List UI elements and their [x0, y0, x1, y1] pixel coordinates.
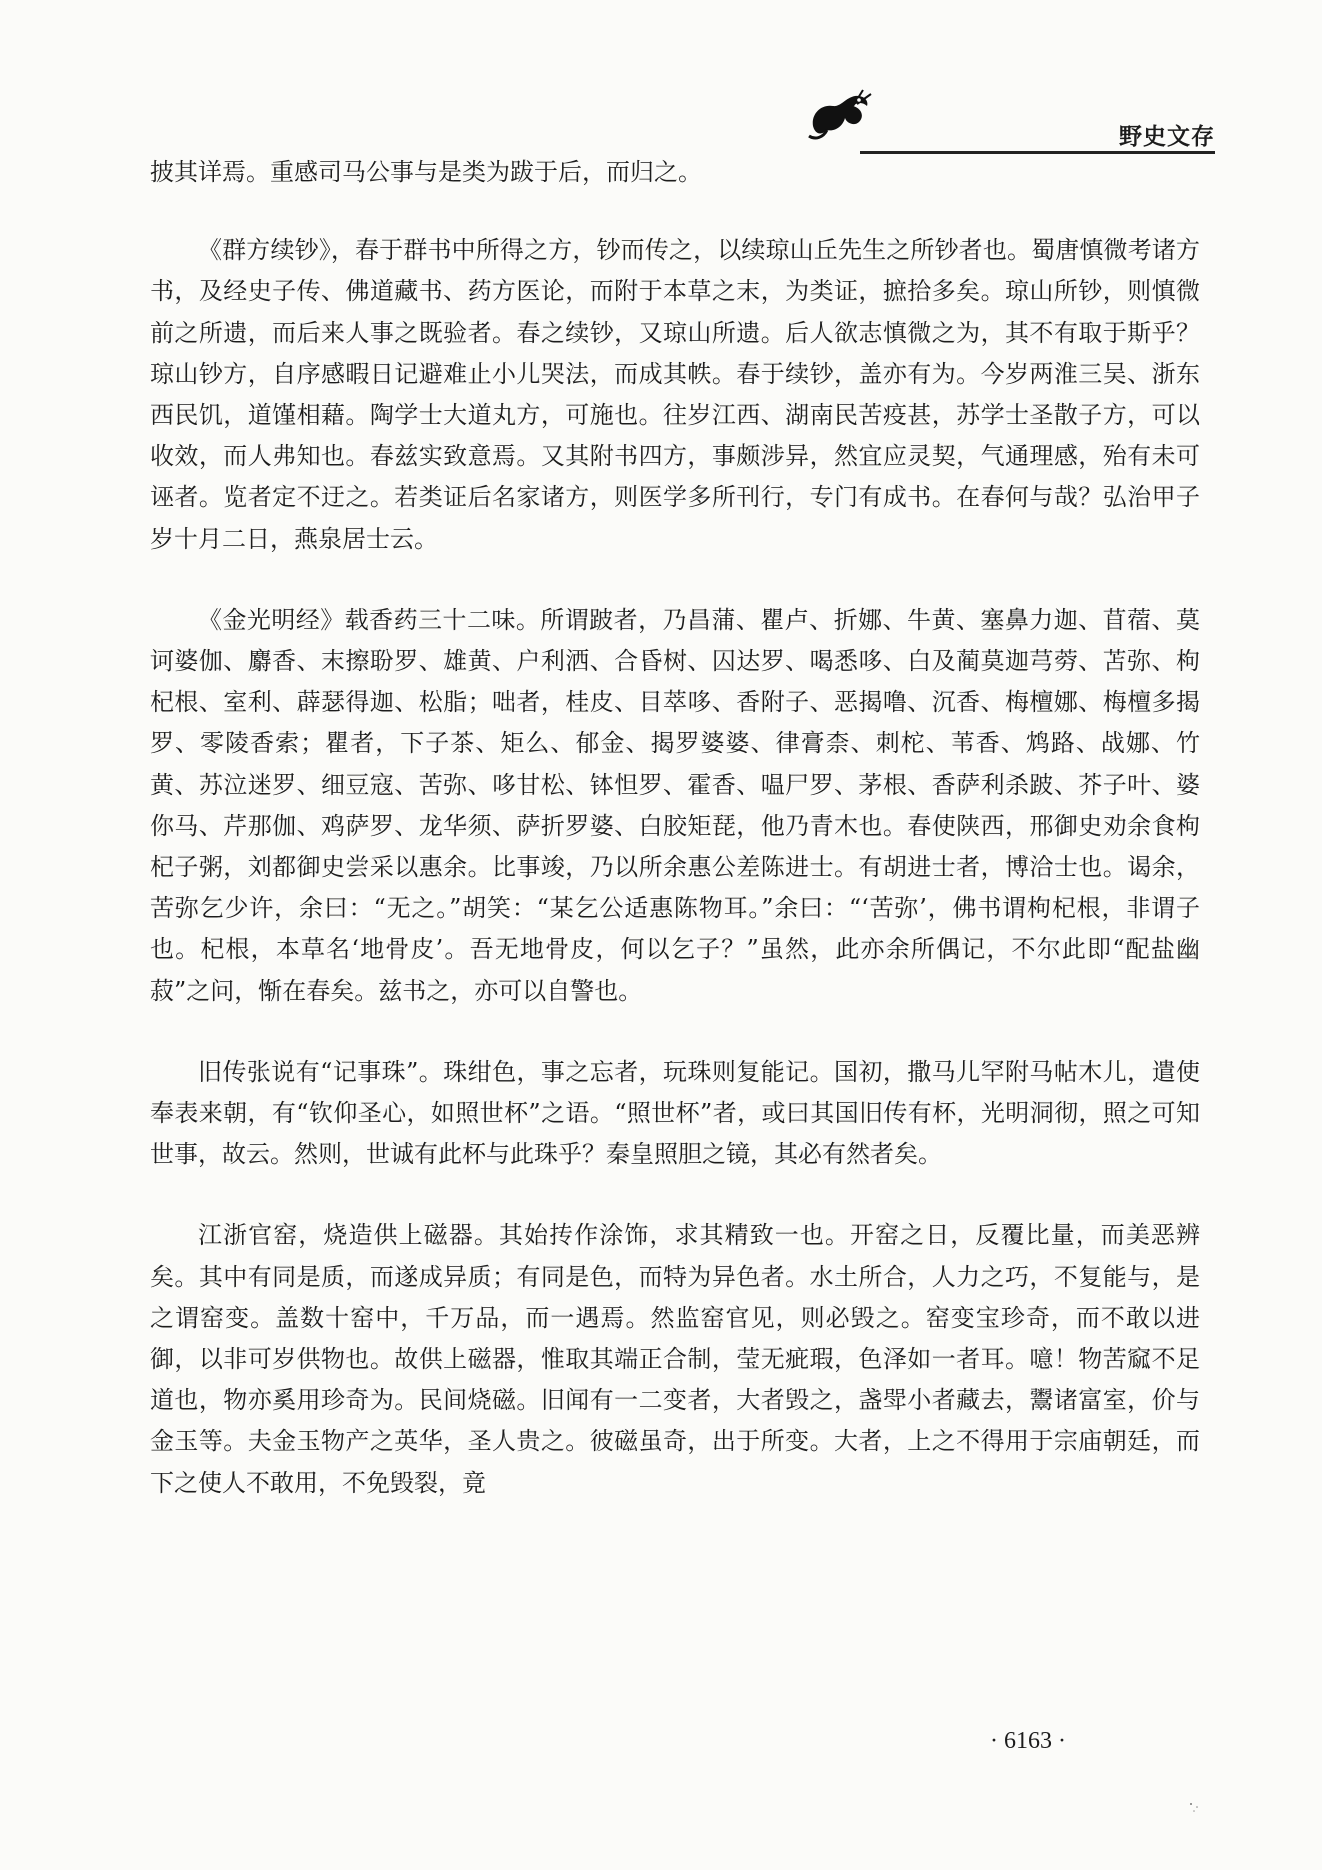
- body-text: [150, 152, 1200, 1544]
- running-header-title: 野史文存: [1119, 124, 1215, 150]
- running-header: [805, 78, 1215, 158]
- paragraph-guanyao: 江浙官窑，烧造供上磁器。其始抟作涂饰，求其精致一也。开窑之日，反覆比量，而美恶辨矣。其中有同是质，而遂成异质；有同是色，而特为异色者。水土所合，人力之巧，不复能与，是之谓窑变。盖数十窑中，千万品，而一遇焉。然监窑官见，则必毁之。窑变宝珍奇，而不敢以进御，以非可岁供物也。故供上磁器，惟取其端正合制，莹无疵瑕，色泽如一者耳。噫！物苦窳不足道也，物亦奚用珍奇为。民间烧磁。旧闻有一二变者，大者毁之，盏斝小者藏去，鬻诸富室，价与金玉等。夫金玉物产之英华，圣人贵之。彼磁虽奇，出于所变。大者，上之不得用于宗庙朝廷，而下之使人不敢用，不免毁裂，竟: [150, 1221, 1200, 1497]
- paragraph-qunfang-xuchao: 《群方续钞》，春于群书中所得之方，钞而传之，以续琼山丘先生之所钞者也。蜀唐慎微考诸方书，及经史子传、佛道藏书、药方医论，而附于本草之末，为类证，摭拾多矣。琼山所钞，则慎微前之所遗，而后来人事之既验者。春之续钞，又琼山所遗。后人欲志慎微之为，其不有取于斯乎？琼山钞方，自序感暇日记避难止小儿哭法，而成其帙。春于续钞，盖亦有为。今岁两淮三吴、浙东西民饥，道馑相藉。陶学士大道丸方，可施也。往岁江西、湖南民苦疫甚，苏学士圣散子方，可以收效，而人弗知也。春兹实致意焉。又其附书四方，事颇涉异，然宜应灵契，气通理感，殆有未可诬者。览者定不迂之。若类证后名家诸方，则医学多所刊行，专门有成书。在春何与哉？弘治甲子岁十月二日，燕泉居士云。: [150, 236, 1200, 553]
- scan-speck: [1185, 1798, 1215, 1818]
- dragon-emblem-icon: [805, 86, 875, 142]
- paragraph-continuation: 披其详焉。重感司马公事与是类为跋于后，而归之。: [150, 158, 702, 186]
- page-number: · 6163 ·: [990, 1728, 1066, 1754]
- paragraph-jinguangming-jing: 《金光明经》载香药三十二味。所谓跛者，乃昌蒲、瞿卢、折娜、牛黄、塞鼻力迦、苜蓿、莫诃婆伽、麝香、末擦聁罗、雄黄、户利洒、合昏树、囚达罗、喝悉哆、白及蔺莫迦芎䓖、苫弥、枸杞根、室利、薜瑟得迦、松脂；咄者，桂皮、目萃哆、香附子、恶揭噜、沉香、梅檀娜、梅檀多揭罗、零陵香索；瞿者，下子茶、矩么、郁金、揭罗婆婆、律膏柰、刺柁、苇香、鸩路、战娜、竹黄、苏泣迷罗、细豆寇、苦弥、哆甘松、钵怛罗、霍香、嗢尸罗、茅根、香萨利杀跛、芥子叶、婆你马、芹那伽、鸡萨罗、龙华须、萨折罗婆、白胶矩琵，他乃青木也。春使陕西，邢御史劝余食枸杞子粥，刘都御史尝采以惠余。比事竣，乃以所余惠公差陈进士。有胡进士者，博洽士也。谒余，苦弥乞少许，余曰：“无之。”胡笑：“某乞公适惠陈物耳。”余曰：“‘苦弥’，佛书谓枸杞根，非谓子也。杞根，本草名‘地骨皮’。吾无地骨皮，何以乞子？”虽然，此亦余所偶记，不尔此即“配盐幽菽”之问，惭在春矣。兹书之，亦可以自警也。: [150, 605, 1200, 1005]
- paragraph-jishi-zhu: 旧传张说有“记事珠”。珠绀色，事之忘者，玩珠则复能记。国初，撒马儿罕附马帖木儿，遣使奉表来朝，有“钦仰圣心，如照世杯”之语。“照世杯”者，或曰其国旧传有杯，光明洞彻，照之可知世事，故云。然则，世诚有此杯与此珠乎？秦皇照胆之镜，其必有然者矣。: [150, 1057, 1200, 1169]
